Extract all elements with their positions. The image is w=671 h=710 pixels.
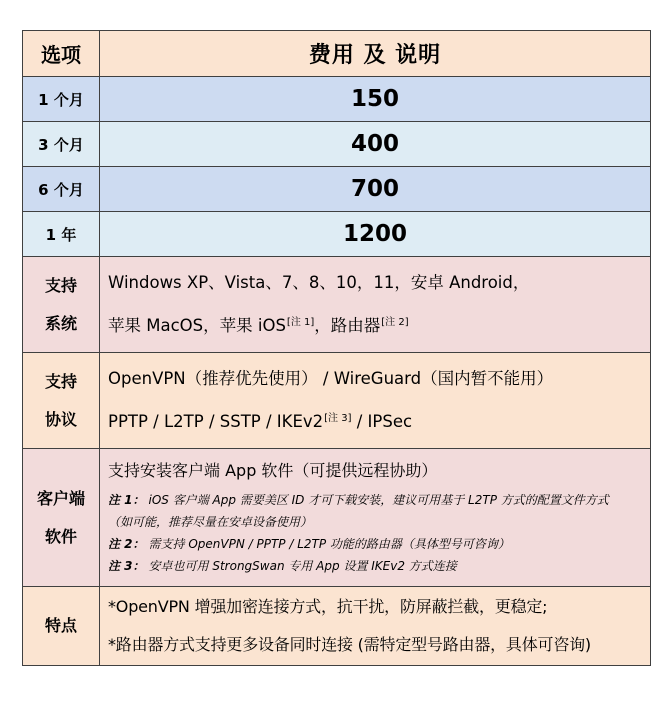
note1-label: 注 1： <box>108 492 145 507</box>
note3-label: 注 3： <box>108 558 145 573</box>
supported-systems-row <box>23 257 651 353</box>
protocols-label-line2: 协议 <box>44 409 77 429</box>
systems-note2-ref: [注 2] <box>381 317 409 328</box>
systems-note1-ref: [注 1] <box>286 317 315 328</box>
note1-text: iOS 客户端 App 需要美区 ID 才可下载安装，建议可用基于 L2TP 方式的配置文件方式 <box>148 492 609 507</box>
client-software-row <box>23 449 651 587</box>
systems-line2 <box>108 303 650 346</box>
features-line1: *OpenVPN 增强加密连接方式，抗干扰，防屏蔽拦截，更稳定; <box>108 597 548 616</box>
features-line2: *路由器方式支持更多设备同时连接 (需特定型号路由器，具体可咨询) <box>108 635 591 654</box>
client-note1-continued: （如可能，推荐尽量在安卓设备使用） <box>108 514 313 529</box>
note2-text: 需支持 OpenVPN / PPTP / L2TP 功能的路由器（具体型号可咨询） <box>148 536 510 551</box>
client-note1 <box>108 489 650 511</box>
client-text <box>100 449 651 587</box>
price-row-3-months <box>23 122 651 167</box>
price-value: 1200 <box>100 212 651 257</box>
header-row <box>23 31 651 77</box>
systems-line2-b: ，路由器 <box>314 316 381 335</box>
features-row <box>23 587 651 666</box>
price-value: 150 <box>100 77 651 122</box>
client-note3 <box>108 555 650 577</box>
systems-line1: Windows XP、Vista、7、8、10，11，安卓 Android， <box>108 273 530 292</box>
client-label-line2: 软件 <box>44 526 77 546</box>
price-label: 1 年 <box>23 212 100 257</box>
price-row-1-month <box>23 77 651 122</box>
price-label: 1 个月 <box>23 77 100 122</box>
protocols-note3-ref: [注 3] <box>324 413 352 424</box>
supported-protocols-row <box>23 353 651 449</box>
client-label-line1: 客户端 <box>36 488 85 508</box>
header-description: 费用 及 说明 <box>100 31 651 77</box>
features-text <box>100 587 651 666</box>
client-note2 <box>108 533 650 555</box>
protocols-label-line1: 支持 <box>44 371 77 391</box>
systems-text <box>100 257 651 353</box>
systems-line2-a: 苹果 MacOS，苹果 iOS <box>108 316 286 335</box>
header-option: 选项 <box>23 31 100 77</box>
systems-label-line2: 系统 <box>44 313 77 333</box>
price-label: 6 个月 <box>23 167 100 212</box>
client-label <box>23 449 100 587</box>
price-label: 3 个月 <box>23 122 100 167</box>
protocols-line2-a: PPTP / L2TP / SSTP / IKEv2 <box>108 412 324 431</box>
protocols-line1: OpenVPN（推荐优先使用） / WireGuard（国内暂不能用） <box>108 369 554 388</box>
client-line1: 支持安装客户端 App 软件（可提供远程协助） <box>108 460 438 480</box>
protocols-line2 <box>108 399 650 442</box>
note3-text: 安卓也可用 StrongSwan 专用 App 设置 IKEv2 方式连接 <box>148 558 457 573</box>
note2-label: 注 2： <box>108 536 145 551</box>
price-value: 700 <box>100 167 651 212</box>
features-label: 特点 <box>23 587 100 666</box>
price-row-1-year <box>23 212 651 257</box>
price-value: 400 <box>100 122 651 167</box>
systems-label-line1: 支持 <box>44 275 77 295</box>
pricing-table <box>22 30 651 666</box>
price-row-6-months <box>23 167 651 212</box>
systems-label <box>23 257 100 353</box>
protocols-text <box>100 353 651 449</box>
protocols-label <box>23 353 100 449</box>
protocols-line2-b: / IPSec <box>351 412 413 431</box>
